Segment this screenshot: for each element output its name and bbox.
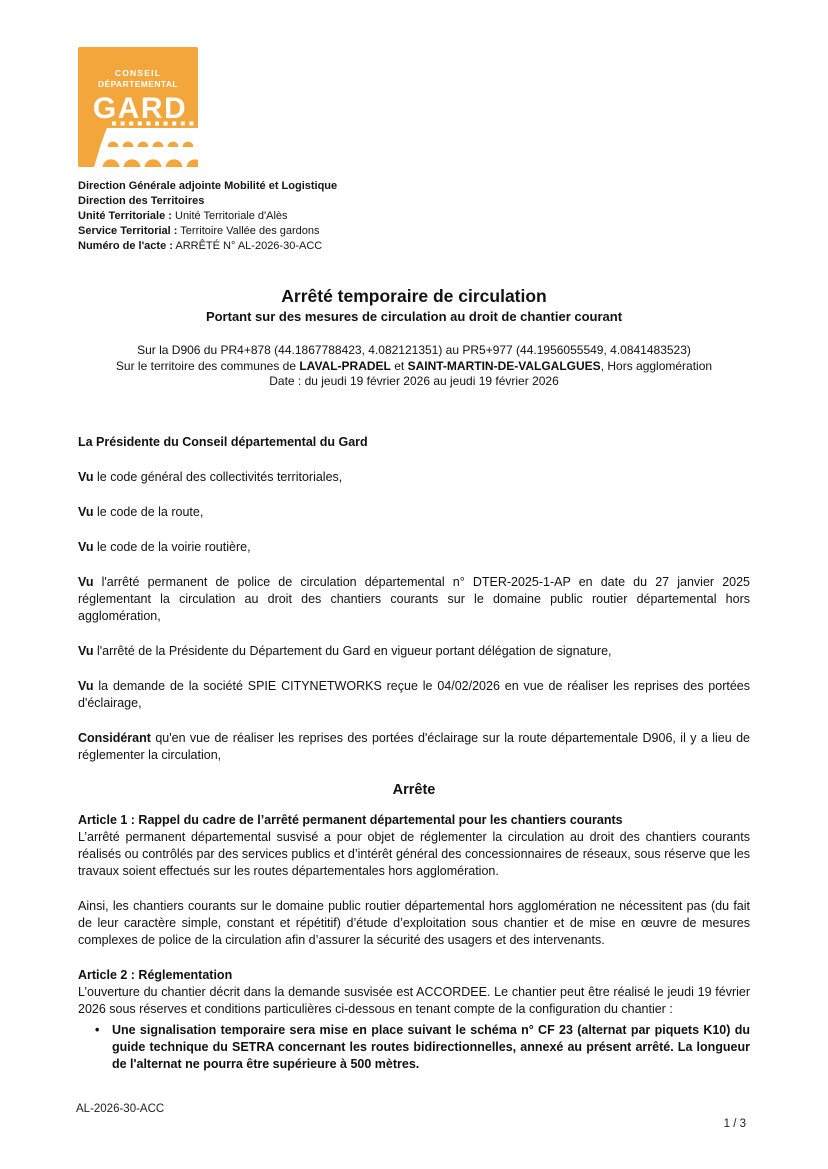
unite-territoriale-line: [78, 209, 750, 224]
vu-item: [78, 678, 750, 712]
meta-communes-link: et: [390, 358, 408, 373]
footer-act-number: AL-2026-30-ACC: [76, 1103, 165, 1115]
vu-label: Vu: [78, 643, 94, 658]
considerant-item: [78, 730, 750, 764]
vu-text: le code de la route,: [93, 504, 204, 519]
considerant-text: qu'en vue de réaliser les reprises des portées d'éclairage sur la route départementale D906, il y a lieu de réglementer la circulation,: [78, 730, 750, 762]
numero-acte-value: ARRÊTÉ N° AL-2026-30-ACC: [172, 240, 323, 252]
vu-item: [78, 469, 750, 486]
article1-heading: Article 1 : Rappel du cadre de l’arrêté permanent départemental pour les chantiers courants: [78, 812, 623, 827]
gard-logo-graphic: [78, 47, 198, 167]
vu-label: Vu: [78, 574, 94, 589]
page-content: [78, 47, 750, 1073]
document-meta: [78, 343, 750, 390]
service-territorial-label: Service Territorial :: [78, 225, 178, 237]
gard-logo: [78, 47, 198, 167]
direction-territoires-line: Direction des Territoires: [78, 195, 205, 207]
meta-communes-suffix: , Hors agglomération: [600, 358, 713, 373]
numero-acte-line: [78, 239, 750, 254]
arrete-heading: Arrête: [392, 781, 436, 798]
vu-text: la demande de la société SPIE CITYNETWORKS reçue le 04/02/2026 en vue de réaliser les reprises des portées d'éclairage,: [78, 678, 750, 710]
logo-line2: DÉPARTEMENTAL: [98, 79, 178, 89]
document-title: Arrêté temporaire de circulation: [281, 286, 547, 306]
vu-text: l'arrêté permanent de police de circulation départemental n° DTER-2025-1-AP en date du 27 janvier 2025 réglementant la circulation au droit des chantiers courants sur le domaine public routier départemental hors agglomération,: [78, 574, 750, 623]
vu-label: Vu: [78, 678, 94, 693]
admin-header: [78, 179, 750, 254]
article1-paragraph-1: L’arrêté permanent départemental susvisé a pour objet de réglementer la circulation au droit des chantiers courants réalisés ou contrôlés par des services publics et d’intérêt général des concessionnaires de réseaux, sous réserve que les travaux soient effectués sur les routes départementales hors agglomération.: [78, 829, 750, 878]
article2-bullet-text: Une signalisation temporaire sera mise en place suivant le schéma n° CF 23 (alternat par piquets K10) du guide technique du SETRA concernant les routes bidirectionnelles, annexé au présent arrêté. La longueur de l'alternat ne pourra être supérieure à 500 mètres.: [112, 1022, 750, 1071]
considerant-label: Considérant: [78, 730, 151, 745]
document-body: [78, 434, 750, 1073]
article1-paragraph-2: Ainsi, les chantiers courants sur le domaine public routier départemental hors agglomération ne nécessitent pas (du fait de leur caractère simple, constant et répétitif) d’étude d’exploitation sous chantier et de mise en œuvre de mesures complexes de police de la circulation afin d’assurer la sécurité des usagers et des intervenants.: [78, 898, 750, 947]
logo-line1: CONSEIL: [114, 68, 162, 78]
meta-communes-line: [78, 359, 750, 375]
meta-commune-1: LAVAL-PRADEL: [299, 358, 391, 373]
vu-label: Vu: [78, 469, 94, 484]
unite-territoriale-label: Unité Territoriale :: [78, 210, 172, 222]
meta-communes-prefix: Sur le territoire des communes de: [115, 358, 300, 373]
meta-commune-2: SAINT-MARTIN-DE-VALGALGUES: [407, 358, 601, 373]
document-subtitle: Portant sur des mesures de circulation au droit de chantier courant: [205, 309, 623, 324]
article2-heading: Article 2 : Réglementation: [78, 967, 233, 982]
article2-paragraph-1: L’ouverture du chantier décrit dans la demande susvisée est ACCORDEE. Le chantier peut être réalisé le jeudi 19 février 2026 sous réserves et conditions particulières ci-dessous en tenant compte de la configuration du chantier :: [78, 984, 750, 1016]
vu-text: le code général des collectivités territoriales,: [93, 469, 343, 484]
vu-text: l'arrêté de la Présidente du Département du Gard en vigueur portant délégation de signature,: [93, 643, 612, 658]
vu-item: [78, 574, 750, 625]
service-territorial-line: [78, 224, 750, 239]
meta-route-line: Sur la D906 du PR4+878 (44.1867788423, 4.082121351) au PR5+977 (44.1956055549, 4.0841483523): [137, 343, 691, 357]
direction-generale-line: Direction Générale adjointe Mobilité et Logistique: [78, 180, 338, 192]
numero-acte-label: Numéro de l'acte :: [78, 240, 173, 252]
bullet-icon: [78, 1022, 112, 1073]
logo-name: GARD: [92, 92, 188, 125]
vu-label: Vu: [78, 504, 94, 519]
aqueduct-icon: [94, 124, 198, 168]
vu-label: Vu: [78, 539, 94, 554]
presidente-line: La Présidente du Conseil départemental du Gard: [78, 434, 368, 449]
vu-item: [78, 539, 750, 556]
vu-item: [78, 643, 750, 660]
footer-page-number: 1 / 3: [723, 1118, 746, 1130]
service-territorial-value: Territoire Vallée des gardons: [177, 225, 320, 237]
vu-item: [78, 504, 750, 521]
article2-bullet-item: [78, 1022, 750, 1073]
unite-territoriale-value: Unité Territoriale d'Alès: [171, 210, 288, 222]
vu-text: le code de la voirie routière,: [93, 539, 251, 554]
meta-date-line: Date : du jeudi 19 février 2026 au jeudi 19 février 2026: [269, 374, 559, 388]
